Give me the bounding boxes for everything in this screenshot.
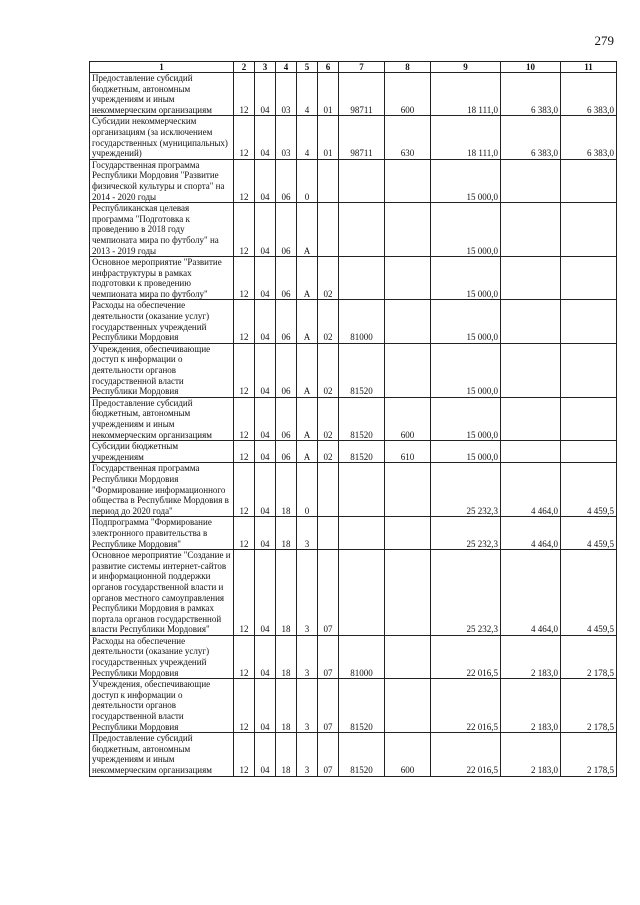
cell-amount-year-2 xyxy=(501,257,561,300)
column-header-7: 7 xyxy=(339,62,385,73)
row-name: Основное мероприятие "Развитие инфраструктуры в рамках подготовки к проведению чемпионата мира по футболу" xyxy=(90,257,234,300)
table-row xyxy=(90,517,617,550)
cell-direction: 81520 xyxy=(339,343,385,397)
cell-subprogram: 4 xyxy=(297,73,318,116)
row-name: Государственная программа Республики Мордовия "Формирование информационного общества в Республике Мордовия в период до 2020 года" xyxy=(90,463,234,517)
row-name: Основное мероприятие "Создание и развитие системы интернет-сайтов и информационной поддержки органов государственной власти и органов местного самоуправления Республики Мордовия в рамках портала органов государственной власти Республики Мордовия" xyxy=(90,550,234,636)
table-row xyxy=(90,441,617,463)
cell-section: 12 xyxy=(234,679,255,733)
cell-amount-year-1: 22 016,5 xyxy=(431,679,501,733)
cell-program: 18 xyxy=(276,679,297,733)
cell-program: 06 xyxy=(276,300,297,343)
cell-amount-year-2: 2 183,0 xyxy=(501,733,561,776)
cell-amount-year-3 xyxy=(561,441,617,463)
cell-amount-year-2: 4 464,0 xyxy=(501,517,561,550)
cell-expense-type xyxy=(385,257,431,300)
cell-direction xyxy=(339,550,385,636)
row-name: Предоставление субсидий бюджетным, автономным учреждениям и иным некоммерческим организациям xyxy=(90,397,234,440)
table-row xyxy=(90,397,617,440)
row-name: Субсидии бюджетным учреждениям xyxy=(90,441,234,463)
cell-subprogram: 3 xyxy=(297,550,318,636)
cell-program: 18 xyxy=(276,517,297,550)
cell-amount-year-3 xyxy=(561,300,617,343)
table-row xyxy=(90,343,617,397)
cell-expense-type xyxy=(385,159,431,202)
table-row xyxy=(90,159,617,202)
cell-section: 12 xyxy=(234,257,255,300)
cell-amount-year-2: 4 464,0 xyxy=(501,463,561,517)
cell-subsection: 04 xyxy=(255,550,276,636)
cell-section: 12 xyxy=(234,343,255,397)
row-name: Предоставление субсидий бюджетным, автономным учреждениям и иным некоммерческим организациям xyxy=(90,733,234,776)
cell-amount-year-1: 15 000,0 xyxy=(431,397,501,440)
table-header-row xyxy=(90,62,617,73)
cell-amount-year-1: 18 111,0 xyxy=(431,116,501,159)
column-header-9: 9 xyxy=(431,62,501,73)
cell-subprogram: 3 xyxy=(297,635,318,678)
column-header-1: 1 xyxy=(90,62,234,73)
cell-amount-year-1: 25 232,3 xyxy=(431,517,501,550)
table-row xyxy=(90,733,617,776)
cell-measure: 01 xyxy=(318,116,339,159)
cell-expense-type xyxy=(385,463,431,517)
cell-program: 03 xyxy=(276,116,297,159)
cell-amount-year-3 xyxy=(561,343,617,397)
row-name: Государственная программа Республики Мордовия "Развитие физической культуры и спорта" на 2014 - 2020 годы xyxy=(90,159,234,202)
cell-section: 12 xyxy=(234,203,255,257)
cell-direction: 98711 xyxy=(339,73,385,116)
cell-measure: 07 xyxy=(318,635,339,678)
table-row xyxy=(90,679,617,733)
row-name: Расходы на обеспечение деятельности (оказание услуг) государственных учреждений Республики Мордовия xyxy=(90,300,234,343)
cell-subsection: 04 xyxy=(255,635,276,678)
cell-direction: 81520 xyxy=(339,397,385,440)
cell-expense-type xyxy=(385,679,431,733)
cell-subsection: 04 xyxy=(255,397,276,440)
table-row xyxy=(90,73,617,116)
table-row xyxy=(90,463,617,517)
cell-amount-year-3 xyxy=(561,397,617,440)
cell-amount-year-1: 15 000,0 xyxy=(431,441,501,463)
cell-expense-type xyxy=(385,635,431,678)
cell-subprogram: 3 xyxy=(297,733,318,776)
cell-amount-year-3 xyxy=(561,257,617,300)
cell-direction xyxy=(339,203,385,257)
cell-subprogram: А xyxy=(297,203,318,257)
cell-section: 12 xyxy=(234,116,255,159)
cell-measure: 02 xyxy=(318,441,339,463)
cell-amount-year-1: 22 016,5 xyxy=(431,733,501,776)
cell-direction xyxy=(339,517,385,550)
cell-amount-year-2 xyxy=(501,397,561,440)
cell-amount-year-3: 4 459,5 xyxy=(561,517,617,550)
table-row xyxy=(90,116,617,159)
cell-subprogram: 3 xyxy=(297,517,318,550)
table-row xyxy=(90,257,617,300)
cell-amount-year-1: 18 111,0 xyxy=(431,73,501,116)
cell-direction: 81520 xyxy=(339,679,385,733)
cell-subprogram: 4 xyxy=(297,116,318,159)
cell-section: 12 xyxy=(234,159,255,202)
cell-expense-type xyxy=(385,343,431,397)
column-header-10: 10 xyxy=(501,62,561,73)
cell-section: 12 xyxy=(234,441,255,463)
cell-subsection: 04 xyxy=(255,343,276,397)
cell-measure: 02 xyxy=(318,300,339,343)
cell-amount-year-2: 2 183,0 xyxy=(501,635,561,678)
cell-amount-year-2 xyxy=(501,300,561,343)
cell-amount-year-2: 2 183,0 xyxy=(501,679,561,733)
cell-section: 12 xyxy=(234,635,255,678)
cell-subsection: 04 xyxy=(255,257,276,300)
cell-amount-year-2: 4 464,0 xyxy=(501,550,561,636)
row-name: Республиканская целевая программа "Подготовка к проведению в 2018 году чемпионата мира по футболу" на 2013 - 2019 годы xyxy=(90,203,234,257)
budget-table xyxy=(89,61,617,777)
cell-measure: 07 xyxy=(318,733,339,776)
cell-program: 06 xyxy=(276,441,297,463)
cell-subprogram: 3 xyxy=(297,679,318,733)
cell-measure: 02 xyxy=(318,257,339,300)
cell-amount-year-3: 2 178,5 xyxy=(561,733,617,776)
cell-section: 12 xyxy=(234,397,255,440)
cell-subsection: 04 xyxy=(255,733,276,776)
cell-program: 18 xyxy=(276,463,297,517)
cell-expense-type: 630 xyxy=(385,116,431,159)
cell-amount-year-1: 15 000,0 xyxy=(431,300,501,343)
cell-subsection: 04 xyxy=(255,159,276,202)
column-header-8: 8 xyxy=(385,62,431,73)
cell-direction: 98711 xyxy=(339,116,385,159)
cell-amount-year-3: 4 459,5 xyxy=(561,463,617,517)
cell-subsection: 04 xyxy=(255,679,276,733)
cell-program: 18 xyxy=(276,733,297,776)
cell-direction xyxy=(339,257,385,300)
cell-program: 06 xyxy=(276,203,297,257)
table-body xyxy=(90,73,617,777)
cell-measure xyxy=(318,203,339,257)
cell-section: 12 xyxy=(234,73,255,116)
cell-subprogram: А xyxy=(297,300,318,343)
cell-measure: 07 xyxy=(318,550,339,636)
cell-expense-type: 600 xyxy=(385,397,431,440)
cell-subsection: 04 xyxy=(255,441,276,463)
cell-amount-year-1: 15 000,0 xyxy=(431,257,501,300)
cell-direction xyxy=(339,463,385,517)
cell-amount-year-3: 6 383,0 xyxy=(561,116,617,159)
cell-expense-type: 600 xyxy=(385,733,431,776)
cell-program: 06 xyxy=(276,159,297,202)
cell-amount-year-2 xyxy=(501,343,561,397)
cell-amount-year-3: 2 178,5 xyxy=(561,635,617,678)
cell-amount-year-2 xyxy=(501,441,561,463)
cell-measure: 07 xyxy=(318,679,339,733)
cell-expense-type xyxy=(385,517,431,550)
cell-amount-year-3: 6 383,0 xyxy=(561,73,617,116)
cell-subsection: 04 xyxy=(255,203,276,257)
cell-amount-year-2 xyxy=(501,159,561,202)
cell-direction: 81000 xyxy=(339,635,385,678)
cell-amount-year-3: 2 178,5 xyxy=(561,679,617,733)
cell-subprogram: 0 xyxy=(297,159,318,202)
cell-direction: 81000 xyxy=(339,300,385,343)
row-name: Предоставление субсидий бюджетным, автономным учреждениям и иным некоммерческим организациям xyxy=(90,73,234,116)
cell-subsection: 04 xyxy=(255,300,276,343)
cell-subprogram: А xyxy=(297,343,318,397)
row-name: Расходы на обеспечение деятельности (оказание услуг) государственных учреждений Республики Мордовия xyxy=(90,635,234,678)
cell-section: 12 xyxy=(234,733,255,776)
cell-amount-year-1: 15 000,0 xyxy=(431,343,501,397)
cell-expense-type xyxy=(385,203,431,257)
table-row xyxy=(90,635,617,678)
table-row xyxy=(90,300,617,343)
cell-amount-year-2: 6 383,0 xyxy=(501,116,561,159)
cell-subprogram: А xyxy=(297,257,318,300)
cell-amount-year-1: 22 016,5 xyxy=(431,635,501,678)
cell-amount-year-3 xyxy=(561,159,617,202)
cell-measure: 02 xyxy=(318,397,339,440)
cell-expense-type xyxy=(385,300,431,343)
cell-amount-year-1: 15 000,0 xyxy=(431,203,501,257)
cell-program: 06 xyxy=(276,257,297,300)
cell-amount-year-1: 25 232,3 xyxy=(431,550,501,636)
cell-expense-type: 610 xyxy=(385,441,431,463)
cell-section: 12 xyxy=(234,463,255,517)
cell-measure xyxy=(318,159,339,202)
cell-expense-type xyxy=(385,550,431,636)
cell-expense-type: 600 xyxy=(385,73,431,116)
cell-section: 12 xyxy=(234,300,255,343)
cell-direction xyxy=(339,159,385,202)
column-header-6: 6 xyxy=(318,62,339,73)
row-name: Подпрограмма "Формирование электронного правительства в Республике Мордовия" xyxy=(90,517,234,550)
cell-program: 18 xyxy=(276,550,297,636)
cell-amount-year-3: 4 459,5 xyxy=(561,550,617,636)
cell-subsection: 04 xyxy=(255,73,276,116)
cell-direction: 81520 xyxy=(339,441,385,463)
row-name: Учреждения, обеспечивающие доступ к информации о деятельности органов государственной власти Республики Мордовия xyxy=(90,343,234,397)
row-name: Учреждения, обеспечивающие доступ к информации о деятельности органов государственной власти Республики Мордовия xyxy=(90,679,234,733)
cell-amount-year-3 xyxy=(561,203,617,257)
row-name: Субсидии некоммерческим организациям (за исключением государственных (муниципальных) учреждений) xyxy=(90,116,234,159)
table-row xyxy=(90,550,617,636)
cell-subsection: 04 xyxy=(255,463,276,517)
cell-program: 18 xyxy=(276,635,297,678)
cell-section: 12 xyxy=(234,550,255,636)
page-number: 279 xyxy=(594,33,614,48)
cell-amount-year-2 xyxy=(501,203,561,257)
cell-program: 06 xyxy=(276,343,297,397)
cell-program: 06 xyxy=(276,397,297,440)
table-row xyxy=(90,203,617,257)
cell-subprogram: А xyxy=(297,441,318,463)
cell-measure xyxy=(318,517,339,550)
column-header-2: 2 xyxy=(234,62,255,73)
cell-amount-year-1: 15 000,0 xyxy=(431,159,501,202)
cell-subsection: 04 xyxy=(255,517,276,550)
cell-section: 12 xyxy=(234,517,255,550)
cell-measure: 02 xyxy=(318,343,339,397)
cell-subsection: 04 xyxy=(255,116,276,159)
cell-measure xyxy=(318,463,339,517)
column-header-4: 4 xyxy=(276,62,297,73)
column-header-5: 5 xyxy=(297,62,318,73)
cell-measure: 01 xyxy=(318,73,339,116)
cell-amount-year-1: 25 232,3 xyxy=(431,463,501,517)
cell-amount-year-2: 6 383,0 xyxy=(501,73,561,116)
cell-subprogram: А xyxy=(297,397,318,440)
cell-program: 03 xyxy=(276,73,297,116)
column-header-11: 11 xyxy=(561,62,617,73)
cell-direction: 81520 xyxy=(339,733,385,776)
cell-subprogram: 0 xyxy=(297,463,318,517)
column-header-3: 3 xyxy=(255,62,276,73)
